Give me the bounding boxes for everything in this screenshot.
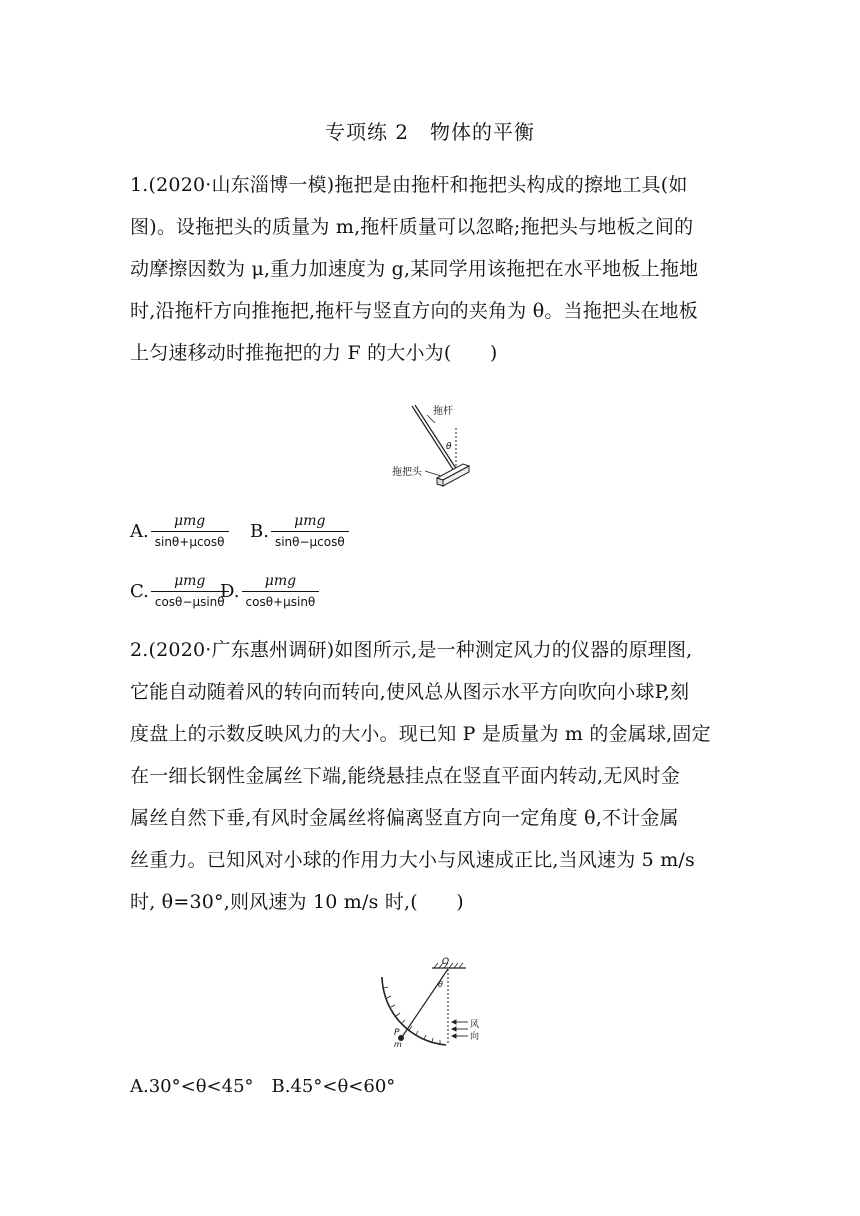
text-line: 时,沿拖杆方向推拖把,拖杆与竖直方向的夹角为 θ。当拖把头在地板 [130, 300, 698, 322]
fraction [151, 513, 229, 549]
label-p: P [394, 1028, 400, 1038]
text-line: 属丝自然下垂,有风时金属丝将偏离竖直方向一定角度 θ,不计金属 [130, 807, 679, 829]
fraction [151, 573, 229, 609]
text-line: 图)。设拖把头的质量为 m,拖杆质量可以忽略;拖把头与地板之间的 [130, 216, 694, 238]
text-line: 丝重力。已知风对小球的作用力大小与风速成正比,当风速为 5 m/s [130, 849, 695, 871]
question-1-text [130, 164, 740, 374]
wind-arrows [452, 1020, 468, 1038]
numerator: μmg [264, 573, 297, 589]
label-wind-2: 向 [470, 1032, 480, 1042]
option-letter: B. [250, 520, 269, 542]
mop-figure [385, 398, 485, 498]
denominator: cosθ+μsinθ [242, 591, 320, 609]
option-b[interactable] [250, 513, 349, 549]
label-wind-1: 风 [470, 1020, 480, 1030]
label-theta: θ [446, 442, 452, 452]
option-d[interactable] [220, 573, 319, 609]
text-line: 1.(2020·山东淄博一模)拖把是由拖杆和拖把头构成的擦地工具(如 [130, 174, 688, 196]
wind-gauge-figure [370, 955, 490, 1055]
option-letter: C. [130, 580, 149, 602]
text-line: 它能自动随着风的转向而转向,使风总从图示水平方向吹向小球P,刻 [130, 681, 690, 703]
numerator: μmg [173, 513, 206, 529]
question-2-options[interactable]: A.30°<θ<45° B.45°<θ<60° [130, 1076, 396, 1097]
option-letter: D. [220, 580, 240, 602]
fraction [271, 513, 349, 549]
scale-ticks [384, 987, 440, 1044]
question-2-text [130, 629, 740, 923]
label-o: O [442, 957, 450, 967]
option-c[interactable] [130, 573, 229, 609]
text-line: 度盘上的示数反映风力的大小。现已知 P 是质量为 m 的金属球,固定 [130, 723, 711, 745]
text-line: 2.(2020·广东惠州调研)如图所示,是一种测定风力的仪器的原理图, [130, 639, 693, 661]
text-line: 动摩擦因数为 μ,重力加速度为 g,某同学用该拖把在水平地板上拖地 [130, 258, 699, 280]
option-a[interactable] [130, 513, 229, 549]
numerator: μmg [294, 513, 326, 529]
denominator: cosθ−μsinθ [151, 591, 229, 609]
text-line: 上匀速移动时推拖把的力 F 的大小为( ) [130, 342, 498, 364]
denominator: sinθ+μcosθ [151, 531, 229, 549]
text-line: 在一细长钢性金属丝下端,能绕悬挂点在竖直平面内转动,无风时金 [130, 765, 681, 787]
fraction [242, 573, 320, 609]
text-line: 时, θ=30°,则风速为 10 m/s 时,( ) [130, 891, 464, 913]
page-title: 专项练 2 物体的平衡 [324, 120, 536, 144]
label-rod: 拖杆 [433, 406, 453, 417]
numerator: μmg [174, 573, 206, 589]
denominator: sinθ−μcosθ [271, 531, 349, 549]
label-m: m [394, 1040, 402, 1049]
option-letter: A. [130, 520, 149, 542]
label-theta: θ [438, 980, 443, 989]
label-head: 拖把头 [392, 467, 422, 478]
